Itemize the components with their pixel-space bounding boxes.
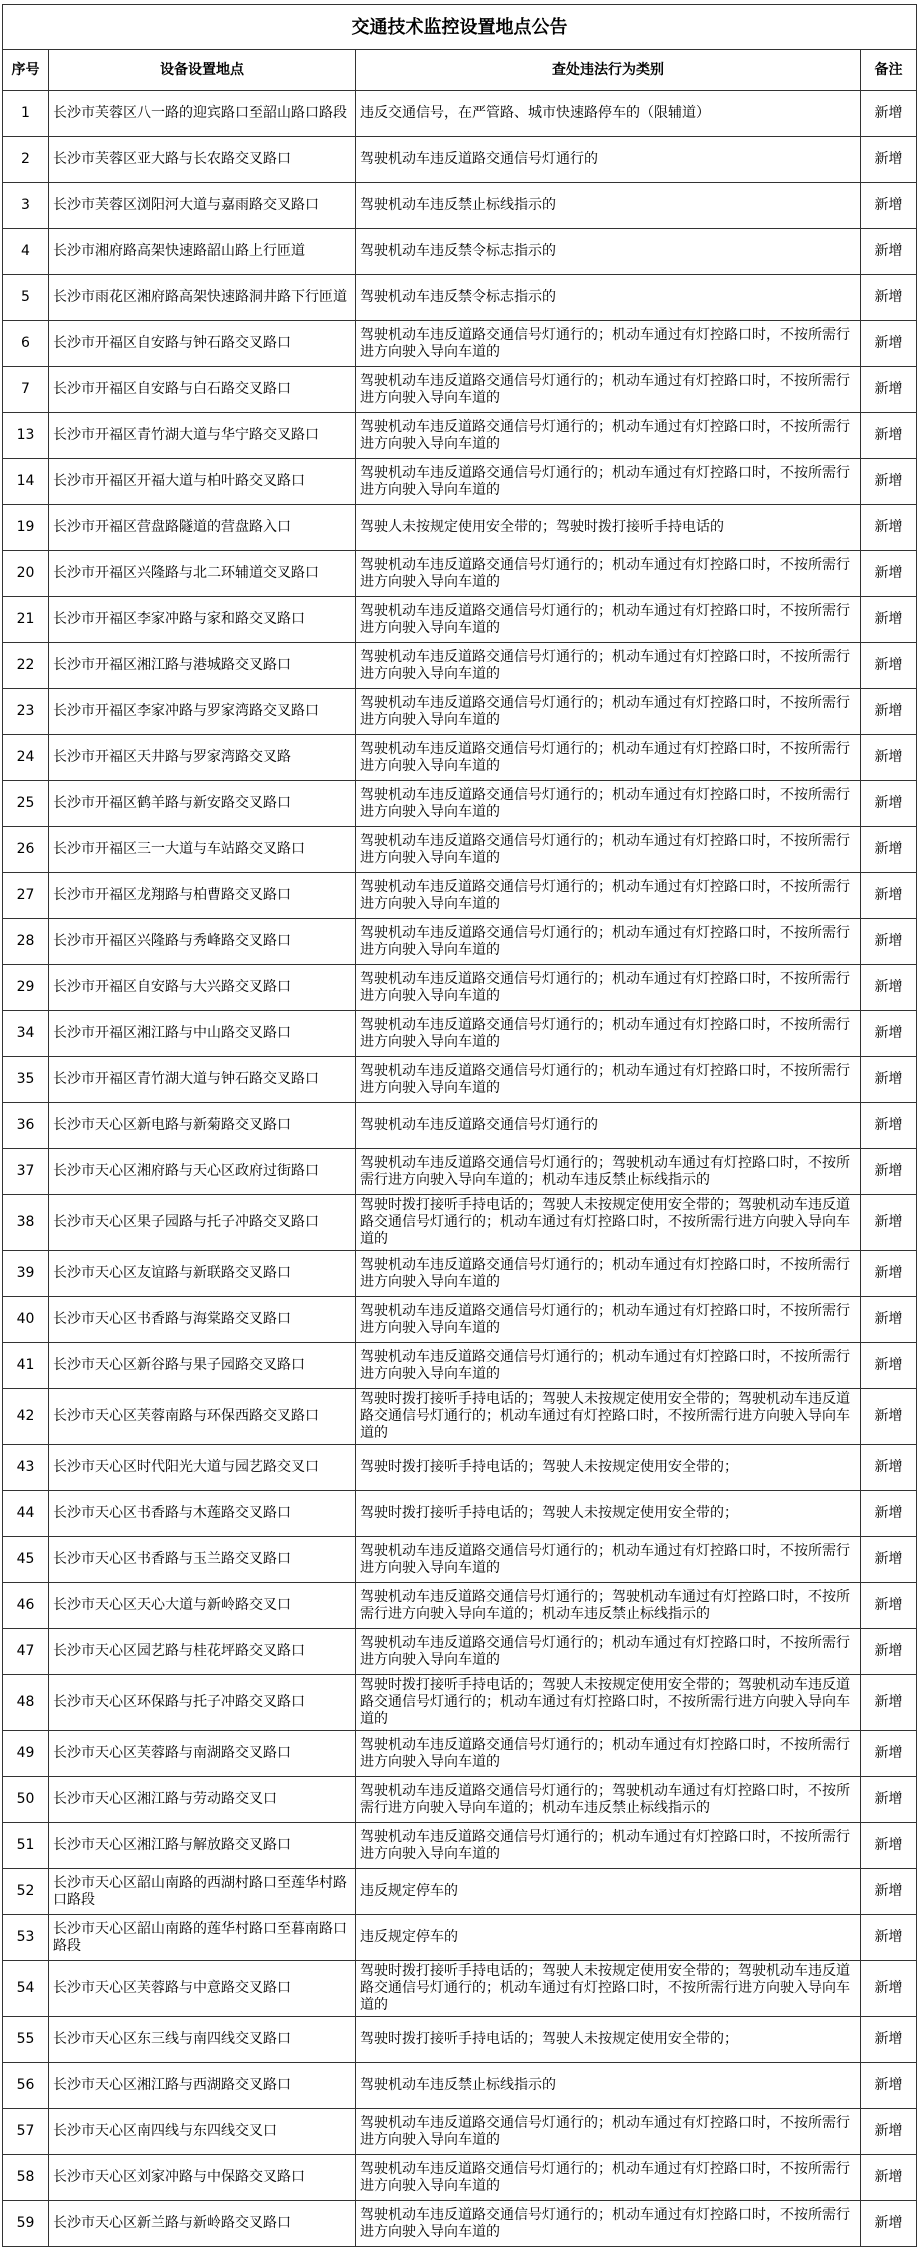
row-number: 45 (3, 1537, 49, 1583)
row-violation: 驾驶时拨打接听手持电话的；驾驶人未按规定使用安全带的；驾驶机动车违反道路交通信号灯通行的；机动车通过有灯控路口时，不按所需行进方向驶入导向车道的 (356, 1961, 861, 2017)
row-number: 7 (3, 367, 49, 413)
row-location: 长沙市湘府路高架快速路韶山路上行匝道 (49, 229, 356, 275)
row-number: 42 (3, 1389, 49, 1445)
row-location: 长沙市天心区韶山南路的西湖村路口至莲华村路口路段 (49, 1869, 356, 1915)
table-row (3, 91, 917, 137)
row-note: 新增 (861, 459, 917, 505)
row-number: 5 (3, 275, 49, 321)
row-number: 20 (3, 551, 49, 597)
row-number: 2 (3, 137, 49, 183)
table-row (3, 919, 917, 965)
row-note: 新增 (861, 1343, 917, 1389)
table-row (3, 1915, 917, 1961)
row-number: 58 (3, 2155, 49, 2201)
table-row (3, 2201, 917, 2247)
row-location: 长沙市开福区自安路与钟石路交叉路口 (49, 321, 356, 367)
table-row (3, 1583, 917, 1629)
row-violation: 驾驶机动车违反道路交通信号灯通行的；机动车通过有灯控路口时，不按所需行进方向驶入导向车道的 (356, 1731, 861, 1777)
table-row (3, 229, 917, 275)
row-location: 长沙市开福区自安路与大兴路交叉路口 (49, 965, 356, 1011)
row-number: 21 (3, 597, 49, 643)
row-number: 22 (3, 643, 49, 689)
row-location: 长沙市芙蓉区浏阳河大道与嘉雨路交叉路口 (49, 183, 356, 229)
row-number: 41 (3, 1343, 49, 1389)
row-number: 35 (3, 1057, 49, 1103)
row-violation: 驾驶机动车违反道路交通信号灯通行的；机动车通过有灯控路口时，不按所需行进方向驶入导向车道的 (356, 735, 861, 781)
row-violation: 驾驶机动车违反道路交通信号灯通行的；机动车通过有灯控路口时，不按所需行进方向驶入导向车道的 (356, 689, 861, 735)
header-note: 备注 (861, 50, 917, 91)
row-note: 新增 (861, 1629, 917, 1675)
row-violation: 驾驶机动车违反禁止标线指示的 (356, 183, 861, 229)
row-violation: 违反交通信号，在严管路、城市快速路停车的（限辅道） (356, 91, 861, 137)
row-violation: 驾驶机动车违反道路交通信号灯通行的；机动车通过有灯控路口时，不按所需行进方向驶入导向车道的 (356, 321, 861, 367)
row-violation: 驾驶机动车违反道路交通信号灯通行的；机动车通过有灯控路口时，不按所需行进方向驶入导向车道的 (356, 1251, 861, 1297)
table-row (3, 1103, 917, 1149)
row-note: 新增 (861, 1251, 917, 1297)
row-note: 新增 (861, 183, 917, 229)
row-note: 新增 (861, 643, 917, 689)
row-location: 长沙市天心区新兰路与新岭路交叉路口 (49, 2201, 356, 2247)
row-location: 长沙市天心区湘江路与劳动路交叉口 (49, 1777, 356, 1823)
row-note: 新增 (861, 597, 917, 643)
row-note: 新增 (861, 137, 917, 183)
row-violation: 驾驶时拨打接听手持电话的；驾驶人未按规定使用安全带的； (356, 1445, 861, 1491)
table-row (3, 2017, 917, 2063)
row-number: 38 (3, 1195, 49, 1251)
row-location: 长沙市天心区友谊路与新联路交叉路口 (49, 1251, 356, 1297)
row-number: 29 (3, 965, 49, 1011)
row-violation: 驾驶机动车违反道路交通信号灯通行的；驾驶机动车通过有灯控路口时，不按所需行进方向驶入导向车道的；机动车违反禁止标线指示的 (356, 1149, 861, 1195)
row-violation: 驾驶机动车违反道路交通信号灯通行的；驾驶机动车通过有灯控路口时，不按所需行进方向驶入导向车道的；机动车违反禁止标线指示的 (356, 1583, 861, 1629)
row-violation: 驾驶机动车违反道路交通信号灯通行的；机动车通过有灯控路口时，不按所需行进方向驶入导向车道的 (356, 827, 861, 873)
row-number: 54 (3, 1961, 49, 2017)
table-row (3, 321, 917, 367)
row-note: 新增 (861, 551, 917, 597)
row-location: 长沙市开福区自安路与白石路交叉路口 (49, 367, 356, 413)
row-violation: 驾驶时拨打接听手持电话的；驾驶人未按规定使用安全带的；驾驶机动车违反道路交通信号灯通行的；机动车通过有灯控路口时，不按所需行进方向驶入导向车道的 (356, 1675, 861, 1731)
row-number: 36 (3, 1103, 49, 1149)
table-row (3, 1057, 917, 1103)
row-number: 27 (3, 873, 49, 919)
header-violation: 查处违法行为类别 (356, 50, 861, 91)
table-row (3, 1823, 917, 1869)
row-location: 长沙市开福区李家冲路与家和路交叉路口 (49, 597, 356, 643)
row-number: 43 (3, 1445, 49, 1491)
row-violation: 驾驶机动车违反禁令标志指示的 (356, 229, 861, 275)
row-violation: 驾驶时拨打接听手持电话的；驾驶人未按规定使用安全带的； (356, 2017, 861, 2063)
row-note: 新增 (861, 2017, 917, 2063)
row-violation: 驾驶机动车违反禁令标志指示的 (356, 275, 861, 321)
table-row (3, 505, 917, 551)
row-location: 长沙市天心区书香路与玉兰路交叉路口 (49, 1537, 356, 1583)
row-location: 长沙市天心区湘江路与西湖路交叉路口 (49, 2063, 356, 2109)
row-violation: 驾驶机动车违反道路交通信号灯通行的 (356, 1103, 861, 1149)
row-location: 长沙市天心区芙蓉路与中意路交叉路口 (49, 1961, 356, 2017)
row-number: 24 (3, 735, 49, 781)
row-location: 长沙市天心区天心大道与新岭路交叉口 (49, 1583, 356, 1629)
row-number: 53 (3, 1915, 49, 1961)
row-number: 25 (3, 781, 49, 827)
row-violation: 驾驶机动车违反道路交通信号灯通行的；机动车通过有灯控路口时，不按所需行进方向驶入导向车道的 (356, 965, 861, 1011)
table-row (3, 689, 917, 735)
row-note: 新增 (861, 1583, 917, 1629)
row-location: 长沙市天心区南四线与东四线交叉口 (49, 2109, 356, 2155)
row-note: 新增 (861, 1731, 917, 1777)
row-location: 长沙市天心区东三线与南四线交叉路口 (49, 2017, 356, 2063)
row-number: 57 (3, 2109, 49, 2155)
table-row (3, 137, 917, 183)
row-location: 长沙市开福区鹤羊路与新安路交叉路口 (49, 781, 356, 827)
row-number: 59 (3, 2201, 49, 2247)
row-note: 新增 (861, 1915, 917, 1961)
row-violation: 驾驶机动车违反道路交通信号灯通行的；机动车通过有灯控路口时，不按所需行进方向驶入导向车道的 (356, 1011, 861, 1057)
row-location: 长沙市开福区兴隆路与北二环辅道交叉路口 (49, 551, 356, 597)
row-location: 长沙市开福区湘江路与中山路交叉路口 (49, 1011, 356, 1057)
row-violation: 驾驶机动车违反道路交通信号灯通行的；机动车通过有灯控路口时，不按所需行进方向驶入导向车道的 (356, 1537, 861, 1583)
row-note: 新增 (861, 229, 917, 275)
row-violation: 驾驶机动车违反道路交通信号灯通行的；机动车通过有灯控路口时，不按所需行进方向驶入导向车道的 (356, 597, 861, 643)
header-row (3, 50, 917, 91)
row-number: 40 (3, 1297, 49, 1343)
table-row (3, 781, 917, 827)
row-violation: 驾驶机动车违反道路交通信号灯通行的；机动车通过有灯控路口时，不按所需行进方向驶入导向车道的 (356, 413, 861, 459)
row-location: 长沙市天心区芙蓉南路与环保西路交叉路口 (49, 1389, 356, 1445)
row-note: 新增 (861, 413, 917, 459)
row-number: 48 (3, 1675, 49, 1731)
row-location: 长沙市天心区刘家冲路与中保路交叉路口 (49, 2155, 356, 2201)
row-note: 新增 (861, 367, 917, 413)
row-location: 长沙市开福区李家冲路与罗家湾路交叉路口 (49, 689, 356, 735)
row-location: 长沙市天心区湘府路与天心区政府过街路口 (49, 1149, 356, 1195)
row-note: 新增 (861, 1445, 917, 1491)
row-location: 长沙市芙蓉区亚大路与长农路交叉路口 (49, 137, 356, 183)
row-violation: 驾驶时拨打接听手持电话的；驾驶人未按规定使用安全带的；驾驶机动车违反道路交通信号灯通行的；机动车通过有灯控路口时，不按所需行进方向驶入导向车道的 (356, 1195, 861, 1251)
row-number: 39 (3, 1251, 49, 1297)
row-number: 14 (3, 459, 49, 505)
table-body (3, 91, 917, 2247)
notice-title: 交通技术监控设置地点公告 (3, 5, 917, 50)
table-row (3, 1195, 917, 1251)
row-number: 51 (3, 1823, 49, 1869)
row-number: 19 (3, 505, 49, 551)
row-violation: 驾驶机动车违反道路交通信号灯通行的；机动车通过有灯控路口时，不按所需行进方向驶入导向车道的 (356, 1297, 861, 1343)
row-number: 47 (3, 1629, 49, 1675)
row-note: 新增 (861, 91, 917, 137)
row-location: 长沙市开福区天井路与罗家湾路交叉路 (49, 735, 356, 781)
table-row (3, 2063, 917, 2109)
row-number: 26 (3, 827, 49, 873)
row-note: 新增 (861, 1675, 917, 1731)
header-location: 设备设置地点 (49, 50, 356, 91)
row-location: 长沙市天心区园艺路与桂花坪路交叉路口 (49, 1629, 356, 1675)
row-note: 新增 (861, 1491, 917, 1537)
row-location: 长沙市天心区时代阳光大道与园艺路交叉口 (49, 1445, 356, 1491)
row-violation: 驾驶机动车违反禁止标线指示的 (356, 2063, 861, 2109)
table-row (3, 275, 917, 321)
row-violation: 驾驶机动车违反道路交通信号灯通行的；机动车通过有灯控路口时，不按所需行进方向驶入导向车道的 (356, 1823, 861, 1869)
row-note: 新增 (861, 2201, 917, 2247)
row-violation: 驾驶机动车违反道路交通信号灯通行的；机动车通过有灯控路口时，不按所需行进方向驶入导向车道的 (356, 873, 861, 919)
row-number: 52 (3, 1869, 49, 1915)
row-note: 新增 (861, 1777, 917, 1823)
row-violation: 驾驶时拨打接听手持电话的；驾驶人未按规定使用安全带的； (356, 1491, 861, 1537)
row-note: 新增 (861, 1869, 917, 1915)
table-row (3, 1869, 917, 1915)
row-note: 新增 (861, 505, 917, 551)
row-violation: 驾驶机动车违反道路交通信号灯通行的；机动车通过有灯控路口时，不按所需行进方向驶入导向车道的 (356, 2109, 861, 2155)
row-number: 55 (3, 2017, 49, 2063)
table-row (3, 459, 917, 505)
row-number: 37 (3, 1149, 49, 1195)
table-row (3, 1389, 917, 1445)
row-number: 46 (3, 1583, 49, 1629)
row-location: 长沙市开福区青竹湖大道与钟石路交叉路口 (49, 1057, 356, 1103)
row-number: 49 (3, 1731, 49, 1777)
table-row (3, 1011, 917, 1057)
row-note: 新增 (861, 919, 917, 965)
table-row (3, 1629, 917, 1675)
row-number: 6 (3, 321, 49, 367)
table-row (3, 1675, 917, 1731)
row-violation: 驾驶人未按规定使用安全带的；驾驶时拨打接听手持电话的 (356, 505, 861, 551)
row-location: 长沙市天心区书香路与海棠路交叉路口 (49, 1297, 356, 1343)
table-row (3, 183, 917, 229)
row-location: 长沙市开福区青竹湖大道与华宁路交叉路口 (49, 413, 356, 459)
row-note: 新增 (861, 1961, 917, 2017)
row-note: 新增 (861, 1297, 917, 1343)
row-location: 长沙市天心区书香路与木莲路交叉路口 (49, 1491, 356, 1537)
table-row (3, 1961, 917, 2017)
table-row (3, 2109, 917, 2155)
row-note: 新增 (861, 1057, 917, 1103)
row-note: 新增 (861, 1011, 917, 1057)
row-location: 长沙市天心区芙蓉路与南湖路交叉路口 (49, 1731, 356, 1777)
row-location: 长沙市天心区果子园路与托子冲路交叉路口 (49, 1195, 356, 1251)
row-violation: 驾驶时拨打接听手持电话的；驾驶人未按规定使用安全带的；驾驶机动车违反道路交通信号灯通行的；机动车通过有灯控路口时，不按所需行进方向驶入导向车道的 (356, 1389, 861, 1445)
table-row (3, 597, 917, 643)
row-violation: 违反规定停车的 (356, 1915, 861, 1961)
table-row (3, 735, 917, 781)
table-row (3, 827, 917, 873)
table-row (3, 1297, 917, 1343)
row-violation: 驾驶机动车违反道路交通信号灯通行的；机动车通过有灯控路口时，不按所需行进方向驶入导向车道的 (356, 919, 861, 965)
row-number: 23 (3, 689, 49, 735)
row-note: 新增 (861, 735, 917, 781)
row-violation: 驾驶机动车违反道路交通信号灯通行的；机动车通过有灯控路口时，不按所需行进方向驶入导向车道的 (356, 1057, 861, 1103)
header-no: 序号 (3, 50, 49, 91)
row-note: 新增 (861, 1823, 917, 1869)
title-row (3, 5, 917, 50)
table-row (3, 643, 917, 689)
row-violation: 驾驶机动车违反道路交通信号灯通行的；机动车通过有灯控路口时，不按所需行进方向驶入导向车道的 (356, 551, 861, 597)
row-violation: 驾驶机动车违反道路交通信号灯通行的；驾驶机动车通过有灯控路口时，不按所需行进方向驶入导向车道的；机动车违反禁止标线指示的 (356, 1777, 861, 1823)
row-note: 新增 (861, 1149, 917, 1195)
row-note: 新增 (861, 2063, 917, 2109)
row-number: 56 (3, 2063, 49, 2109)
row-violation: 驾驶机动车违反道路交通信号灯通行的；机动车通过有灯控路口时，不按所需行进方向驶入导向车道的 (356, 459, 861, 505)
row-note: 新增 (861, 965, 917, 1011)
table-row (3, 965, 917, 1011)
row-note: 新增 (861, 689, 917, 735)
row-location: 长沙市天心区环保路与托子冲路交叉路口 (49, 1675, 356, 1731)
row-number: 50 (3, 1777, 49, 1823)
row-note: 新增 (861, 1537, 917, 1583)
row-number: 44 (3, 1491, 49, 1537)
row-location: 长沙市开福区开福大道与柏叶路交叉路口 (49, 459, 356, 505)
table-row (3, 1731, 917, 1777)
row-note: 新增 (861, 321, 917, 367)
row-location: 长沙市芙蓉区八一路的迎宾路口至韶山路口路段 (49, 91, 356, 137)
row-number: 1 (3, 91, 49, 137)
row-location: 长沙市天心区湘江路与解放路交叉路口 (49, 1823, 356, 1869)
table-row (3, 1251, 917, 1297)
row-note: 新增 (861, 1103, 917, 1149)
table-row (3, 367, 917, 413)
table-row (3, 1445, 917, 1491)
row-violation: 驾驶机动车违反道路交通信号灯通行的；机动车通过有灯控路口时，不按所需行进方向驶入导向车道的 (356, 367, 861, 413)
table-row (3, 2155, 917, 2201)
row-note: 新增 (861, 2109, 917, 2155)
table-row (3, 1149, 917, 1195)
row-violation: 驾驶机动车违反道路交通信号灯通行的 (356, 137, 861, 183)
table-row (3, 1537, 917, 1583)
table-row (3, 413, 917, 459)
table-row (3, 1491, 917, 1537)
row-note: 新增 (861, 275, 917, 321)
notice-table (2, 4, 917, 2247)
table-row (3, 1343, 917, 1389)
row-location: 长沙市开福区兴隆路与秀峰路交叉路口 (49, 919, 356, 965)
table-row (3, 1777, 917, 1823)
row-note: 新增 (861, 1389, 917, 1445)
row-location: 长沙市天心区新电路与新菊路交叉路口 (49, 1103, 356, 1149)
row-note: 新增 (861, 781, 917, 827)
row-violation: 驾驶机动车违反道路交通信号灯通行的；机动车通过有灯控路口时，不按所需行进方向驶入导向车道的 (356, 2155, 861, 2201)
row-violation: 驾驶机动车违反道路交通信号灯通行的；机动车通过有灯控路口时，不按所需行进方向驶入导向车道的 (356, 643, 861, 689)
row-location: 长沙市开福区营盘路隧道的营盘路入口 (49, 505, 356, 551)
row-location: 长沙市开福区三一大道与车站路交叉路口 (49, 827, 356, 873)
row-violation: 违反规定停车的 (356, 1869, 861, 1915)
row-number: 13 (3, 413, 49, 459)
row-location: 长沙市开福区湘江路与港城路交叉路口 (49, 643, 356, 689)
table-row (3, 873, 917, 919)
row-number: 3 (3, 183, 49, 229)
row-violation: 驾驶机动车违反道路交通信号灯通行的；机动车通过有灯控路口时，不按所需行进方向驶入导向车道的 (356, 1343, 861, 1389)
row-location: 长沙市雨花区湘府路高架快速路洞井路下行匝道 (49, 275, 356, 321)
row-location: 长沙市开福区龙翔路与柏曹路交叉路口 (49, 873, 356, 919)
row-number: 34 (3, 1011, 49, 1057)
row-violation: 驾驶机动车违反道路交通信号灯通行的；机动车通过有灯控路口时，不按所需行进方向驶入导向车道的 (356, 781, 861, 827)
row-number: 4 (3, 229, 49, 275)
row-violation: 驾驶机动车违反道路交通信号灯通行的；机动车通过有灯控路口时，不按所需行进方向驶入导向车道的 (356, 2201, 861, 2247)
row-note: 新增 (861, 2155, 917, 2201)
row-location: 长沙市天心区韶山南路的莲华村路口至暮南路口路段 (49, 1915, 356, 1961)
row-note: 新增 (861, 827, 917, 873)
row-number: 28 (3, 919, 49, 965)
row-violation: 驾驶机动车违反道路交通信号灯通行的；机动车通过有灯控路口时，不按所需行进方向驶入导向车道的 (356, 1629, 861, 1675)
table-row (3, 551, 917, 597)
row-note: 新增 (861, 1195, 917, 1251)
row-note: 新增 (861, 873, 917, 919)
row-location: 长沙市天心区新谷路与果子园路交叉路口 (49, 1343, 356, 1389)
